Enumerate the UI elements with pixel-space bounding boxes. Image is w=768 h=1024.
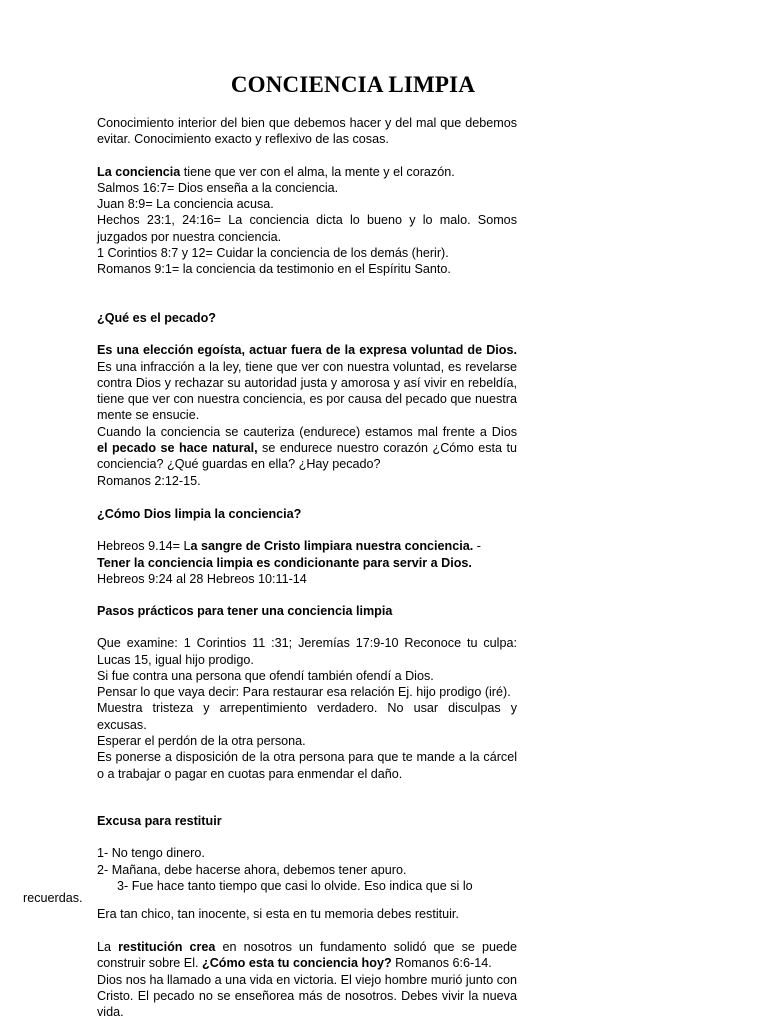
restitucion-section xyxy=(97,939,517,1020)
pecado-paragraph xyxy=(97,342,517,423)
paso-item: Pensar lo que vaya decir: Para restaurar esa relación Ej. hijo prodigo (iré). xyxy=(97,685,511,700)
intro-block xyxy=(97,115,517,278)
ref-line: 1 Corintios 8:7 y 12= Cuidar la conciencia de los demás (herir). xyxy=(97,246,449,261)
excusa-item: 3- Fue hace tanto tiempo que casi lo olvide. Eso indica que si lo xyxy=(117,878,473,893)
paso-item: Si fue contra una persona que ofendí también ofendí a Dios. xyxy=(97,668,434,683)
limpia-text: - xyxy=(473,539,481,554)
restitucion-bold: restitución crea xyxy=(118,940,216,954)
page-title: CONCIENCIA LIMPIA xyxy=(230,72,476,97)
section-heading: Excusa para restituir xyxy=(97,814,222,828)
intro-paragraph: Conocimiento interior del bien que debemos hacer y del mal que debemos evitar. Conocimiento exacto y reflexivo de las cosas. xyxy=(97,116,517,147)
section-heading: Pasos prácticos para tener una conciencia limpia xyxy=(97,604,393,618)
conciencia-rest: tiene que ver con el alma, la mente y el corazón. xyxy=(180,164,455,179)
section-heading: ¿Cómo Dios limpia la conciencia? xyxy=(97,507,302,521)
conciencia-paragraph xyxy=(97,164,517,180)
limpia-text: Hebreos 9.14= L xyxy=(97,539,191,554)
section-heading: ¿Qué es el pecado? xyxy=(97,311,216,325)
pecado-ref: Romanos 2:12-15. xyxy=(97,473,201,488)
pecado-text: se endurece nuestro corazón ¿Cómo esta tu conciencia? ¿Qué guardas en ella? ¿Hay pecado? xyxy=(97,441,517,472)
limpia-bold: a sangre de Cristo limpiara nuestra conciencia. xyxy=(190,539,474,554)
restitucion-paragraph xyxy=(97,939,517,972)
pecado-bold: el pecado se hace natural, xyxy=(97,441,258,456)
ref-line: Hechos 23:1, 24:16= La conciencia dicta lo bueno y lo malo. Somos juzgados por nuestra conciencia. xyxy=(97,213,517,244)
excusa-section xyxy=(97,813,517,894)
excusa-item-continuation: recuerdas. xyxy=(23,891,83,905)
pecado-section xyxy=(97,310,517,489)
conciencia-bold: La conciencia xyxy=(97,164,181,179)
pecado-paragraph-2 xyxy=(97,424,517,473)
paso-item: Muestra tristeza y arrepentimiento verdadero. No usar disculpas y excusas. xyxy=(97,701,517,732)
pecado-text: Cuando la conciencia se cauteriza (endurece) estamos mal frente a Dios xyxy=(97,424,517,439)
excusa-item: 2- Mañana, debe hacerse ahora, debemos tener apuro. xyxy=(97,862,407,877)
limpia-line xyxy=(97,538,517,554)
restitucion-text: La xyxy=(97,940,119,954)
restitucion-text: en nosotros un fundamento solidó que se puede construir sobre El. xyxy=(97,940,517,971)
ref-line: Romanos 9:1= la conciencia da testimonio en el Espíritu Santo. xyxy=(97,262,451,277)
excusa-section-cont xyxy=(97,906,517,922)
ref-line: Salmos 16:7= Dios enseña a la conciencia. xyxy=(97,180,339,195)
limpia-section xyxy=(97,506,517,587)
pecado-bold: Es una elección egoísta, actuar fuera de la expresa voluntad de Dios. xyxy=(97,343,517,358)
ref-line: Juan 8:9= La conciencia acusa. xyxy=(97,197,274,212)
restitucion-text: Romanos 6:6-14. xyxy=(391,956,492,971)
excusa-item: Era tan chico, tan inocente, si esta en tu memoria debes restituir. xyxy=(97,907,459,921)
excusa-item: 1- No tengo dinero. xyxy=(97,846,205,861)
pecado-text: Es una infracción a la ley, tiene que ver con nuestra voluntad, es revelarse contra Dios y rechazar su autoridad justa y amorosa y así vivir en rebeldía, tiene que ver con nuestra conciencia, es por causa del pecado que nuestra mente se ensucie. xyxy=(97,359,517,423)
limpia-ref: Hebreos 9:24 al 28 Hebreos 10:11-14 xyxy=(97,571,307,586)
paso-item: Esperar el perdón de la otra persona. xyxy=(97,734,306,749)
limpia-bold-line: Tener la conciencia limpia es condicionante para servir a Dios. xyxy=(97,555,472,570)
paso-item: Que examine: 1 Corintios 11 :31; Jeremías 17:9-10 Reconoce tu culpa: Lucas 15, igual hijo prodigo. xyxy=(97,636,517,667)
restitucion-bold: ¿Cómo esta tu conciencia hoy? xyxy=(202,956,392,971)
pasos-section xyxy=(97,603,517,782)
paso-item: Es ponerse a disposición de la otra persona para que te mande a la cárcel o a trabajar o pagar en cuotas para enmendar el daño. xyxy=(97,750,517,781)
restitucion-paragraph-2: Dios nos ha llamado a una vida en victoria. El viejo hombre murió junto con Cristo. El pecado no se enseñorea más de nosotros. Debes vivir la nueva vida. xyxy=(97,972,518,1020)
